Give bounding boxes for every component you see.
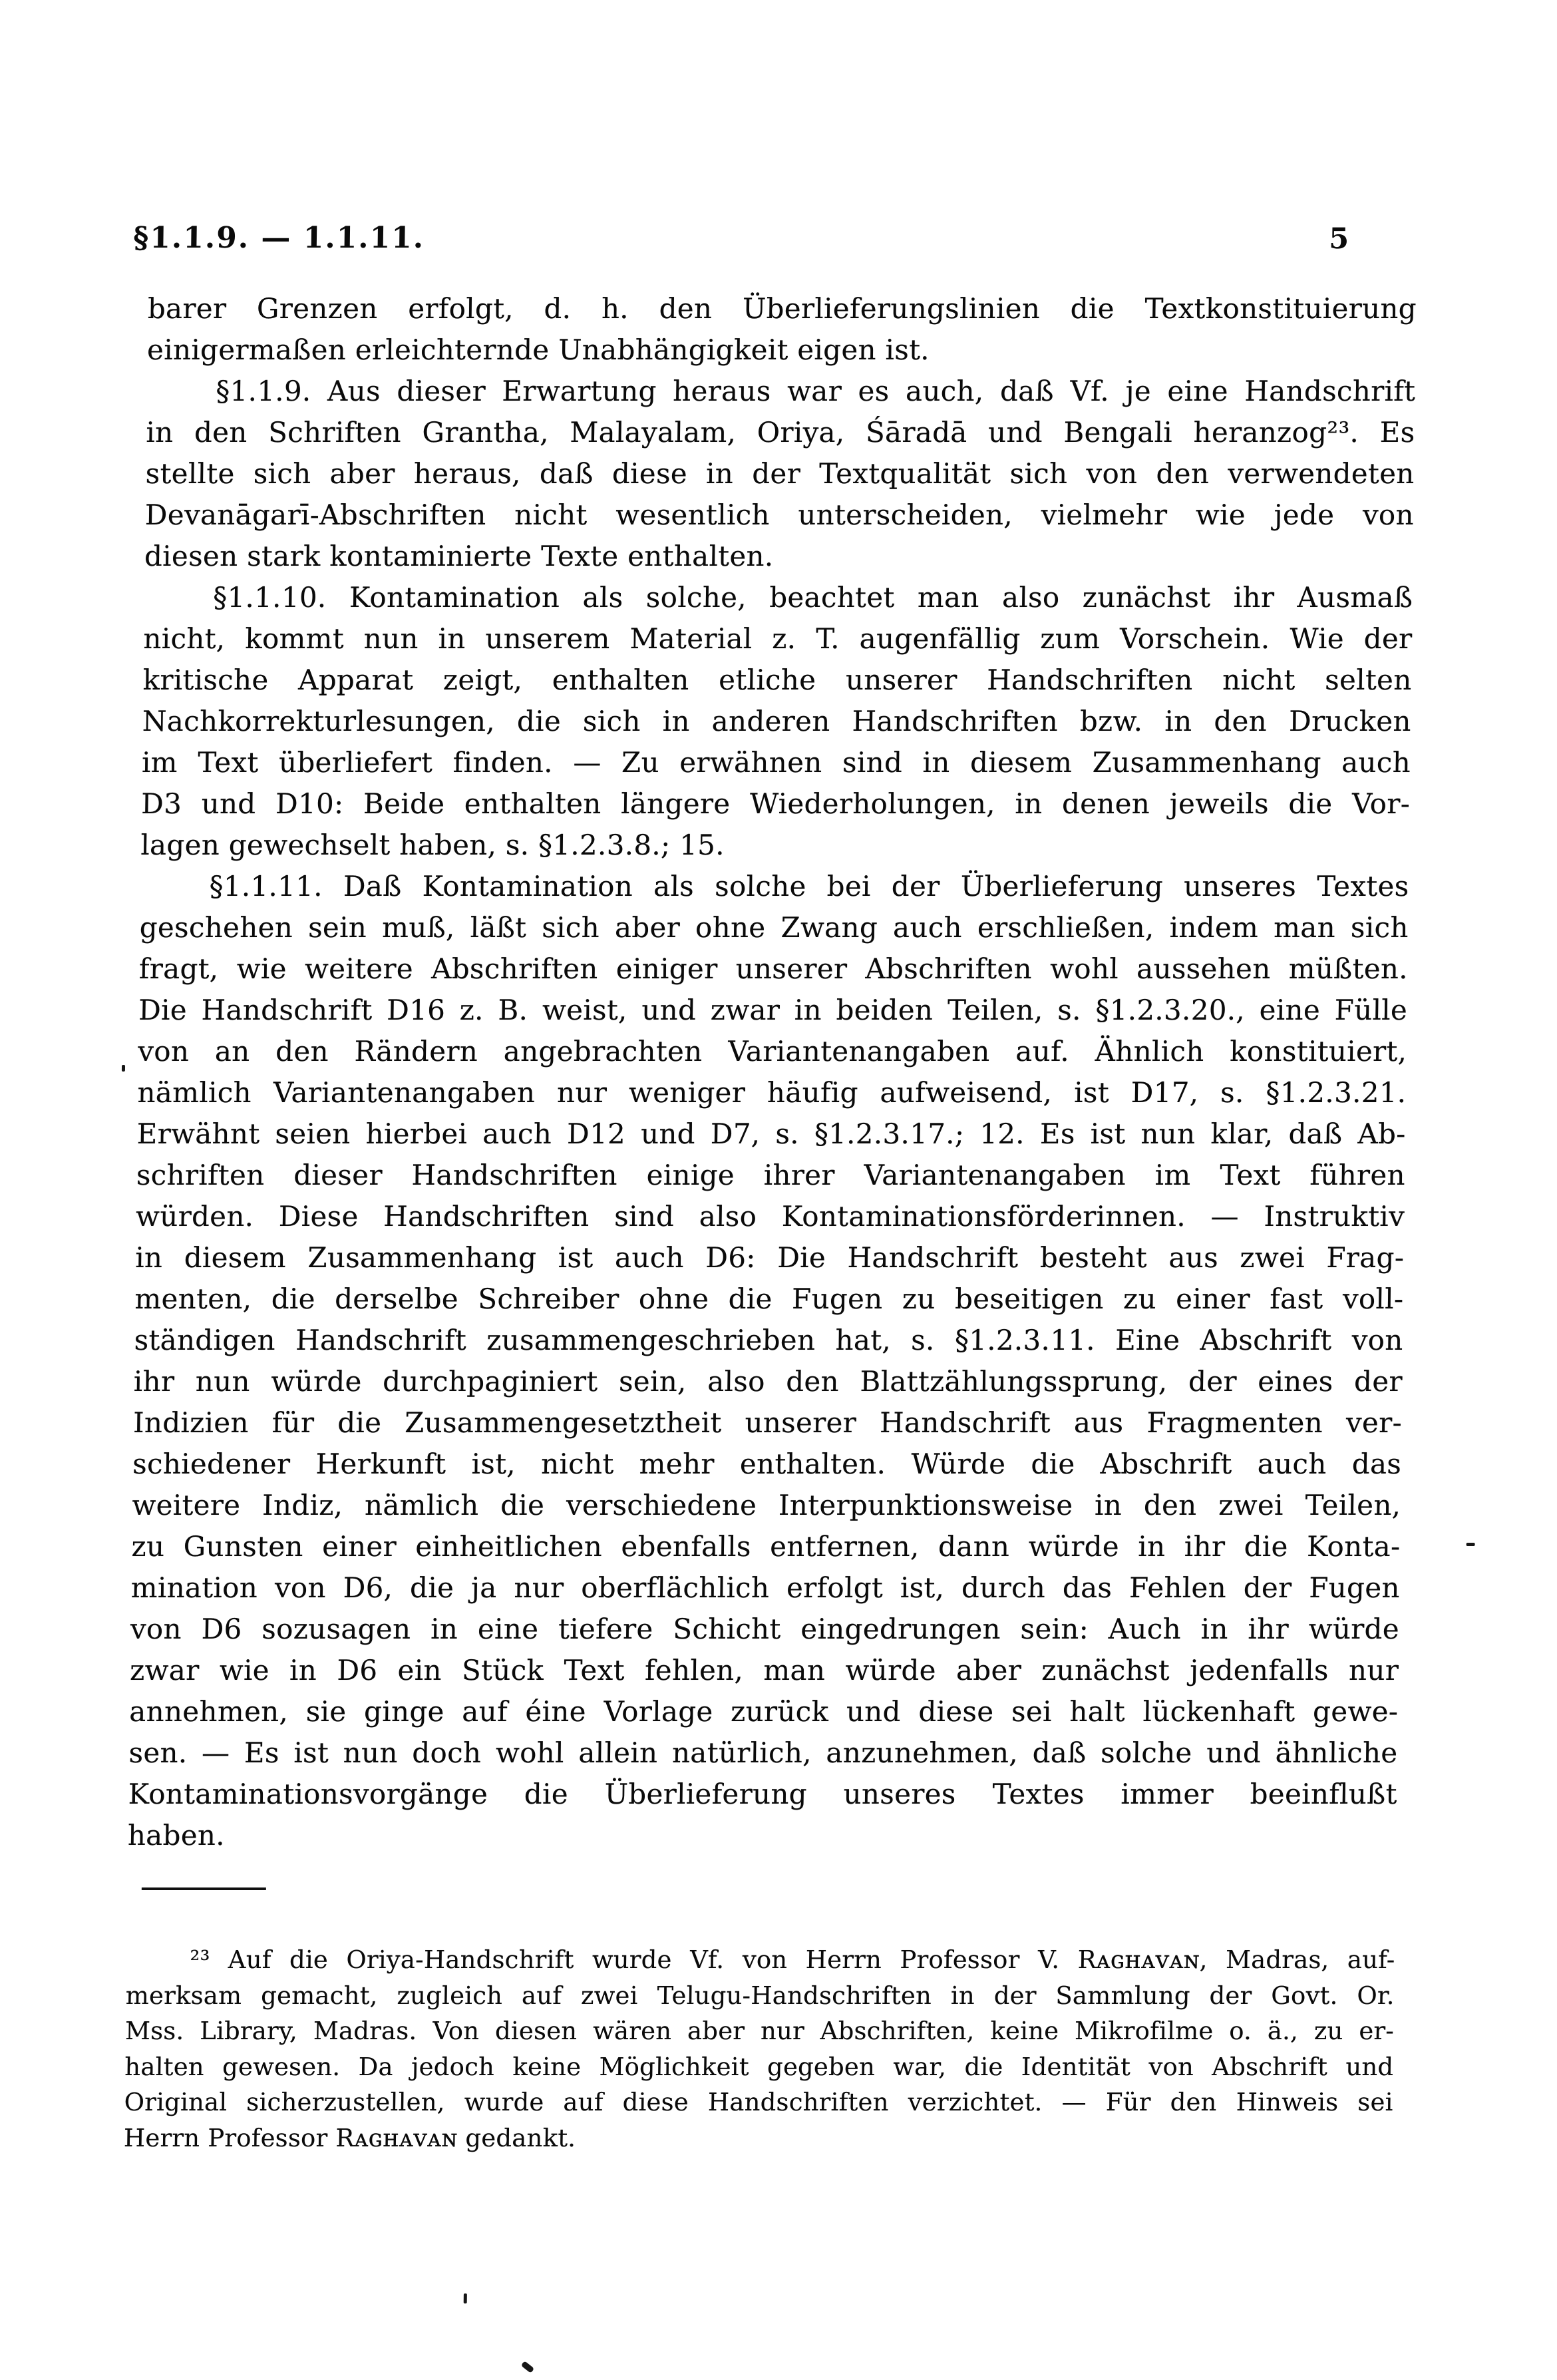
text-line: Devanāgarī-Abschriften nicht wesentlich unterscheiden, vielmehr wie jede von <box>144 498 1415 531</box>
text-line: halten gewesen. Da jedoch keine Möglichkeit gegeben war, die Identität von Abschrift und <box>124 2052 1394 2081</box>
text-line: Mss. Library, Madras. Von diesen wären aber nur Abschriften, keine Mikrofilme o. ä., zu er- <box>124 2017 1395 2045</box>
text-line: nicht, kommt nun in unserem Material z. T. augenfällig zum Vorschein. Wie der <box>143 622 1413 655</box>
paragraph <box>127 866 1409 1856</box>
text-line: diesen stark kontaminierte Texte enthalten. <box>144 540 774 572</box>
text-line: ²³ Auf die Oriya-Handschrift wurde Vf. von Herrn Professor V. Rᴀɢʜᴀᴠᴀɴ, Madras, auf- <box>190 1945 1395 1974</box>
text-line: weitere Indiz, nämlich die verschiedene Interpunktionsweise in den zwei Teilen, <box>132 1489 1401 1521</box>
paragraph <box>147 288 1417 371</box>
text-line: fragt, wie weitere Abschriften einiger unserer Abschriften wohl aussehen müßten. <box>138 952 1409 985</box>
text-line: würden. Diese Handschriften sind also Kontaminationsförderinnen. — Instruktiv <box>135 1200 1405 1233</box>
page-number: 5 <box>1328 222 1349 256</box>
scan-artifact <box>122 1065 125 1072</box>
text-line: Indizien für die Zusammengesetztheit unserer Handschrift aus Fragmenten ver- <box>132 1406 1403 1439</box>
footnote-separator-rule <box>142 1887 266 1890</box>
text-line: §1.1.10. Kontamination als solche, beachtet man also zunächst ihr Ausmaß <box>212 581 1413 614</box>
scan-artifact <box>464 2293 467 2303</box>
text-line: in diesem Zusammenhang ist auch D6: Die Handschrift besteht aus zwei Frag- <box>134 1241 1405 1274</box>
text-line: haben. <box>127 1819 226 1852</box>
body-text <box>127 288 1417 1856</box>
paragraph <box>124 1942 1395 2156</box>
text-line: §1.1.9. Aus dieser Erwartung heraus war es auch, daß Vf. je eine Handschrift <box>215 375 1416 407</box>
text-line: nämlich Variantenangaben nur weniger häufig aufweisend, ist D17, s. §1.2.3.21. <box>137 1076 1407 1109</box>
paragraph <box>140 577 1413 866</box>
paragraph <box>144 371 1416 577</box>
text-line: stellte sich aber heraus, daß diese in der Textqualität sich von den verwendeten <box>145 457 1415 490</box>
text-line: menten, die derselbe Schreiber ohne die Fugen zu beseitigen zu einer fast voll- <box>134 1283 1404 1315</box>
text-line: in den Schriften Grantha, Malayalam, Oriya, Śāradā und Bengali heranzog²³. Es <box>146 416 1415 449</box>
text-line: Kontaminationsvorgänge die Überlieferung unseres Textes immer beeinflußt <box>128 1778 1398 1810</box>
text-line: Herrn Professor Rᴀɢʜᴀᴠᴀɴ gedankt. <box>123 2123 576 2152</box>
text-line: mination von D6, die ja nur oberflächlich erfolgt ist, durch das Fehlen der Fugen <box>130 1571 1401 1604</box>
text-line: zu Gunsten einer einheitlichen ebenfalls entfernen, dann würde in ihr die Konta- <box>131 1530 1401 1563</box>
text-line: einigermaßen erleichternde Unabhängigkeit eigen ist. <box>146 333 930 366</box>
running-header-section-range: §1.1.9. — 1.1.11. <box>132 221 425 255</box>
text-line: kritische Apparat zeigt, enthalten etliche unserer Handschriften nicht selten <box>142 664 1412 696</box>
text-line: ständigen Handschrift zusammengeschrieben hat, s. §1.2.3.11. Eine Abschrift von <box>134 1324 1403 1356</box>
text-line: Die Handschrift D16 z. B. weist, und zwar in beiden Teilen, s. §1.2.3.20., eine Fülle <box>138 994 1408 1026</box>
text-line: merksam gemacht, zugleich auf zwei Telugu-Handschriften in der Sammlung der Govt. Or. <box>125 1981 1395 2010</box>
text-line: von an den Rändern angebrachten Variantenangaben auf. Ähnlich konstituiert, <box>138 1035 1407 1068</box>
text-line: Erwähnt seien hierbei auch D12 und D7, s. §1.2.3.17.; 12. Es ist nun klar, daß Ab- <box>136 1117 1407 1150</box>
text-line: Nachkorrekturlesungen, die sich in anderen Handschriften bzw. in den Drucken <box>142 705 1412 737</box>
text-line: D3 und D10: Beide enthalten längere Wiederholungen, in denen jeweils die Vor- <box>140 787 1411 820</box>
text-line: Original sicherzustellen, wurde auf diese Handschriften verzichtet. — Für den Hinweis sei <box>124 2088 1393 2116</box>
text-line: geschehen sein muß, läßt sich aber ohne Zwang auch erschließen, indem man sich <box>139 911 1409 944</box>
text-line: §1.1.11. Daß Kontamination als solche bei der Überlieferung unseres Textes <box>209 870 1409 902</box>
text-line: barer Grenzen erfolgt, d. h. den Überlieferungslinien die Textkonstituierung <box>147 292 1417 325</box>
text-line: lagen gewechselt haben, s. §1.2.3.8.; 15. <box>140 829 725 861</box>
text-line: schiedener Herkunft ist, nicht mehr enthalten. Würde die Abschrift auch das <box>132 1448 1402 1480</box>
text-line: ihr nun würde durchpaginiert sein, also den Blattzählungssprung, der eines der <box>133 1365 1403 1398</box>
footnote-text <box>124 1942 1395 2156</box>
text-line: im Text überliefert finden. — Zu erwähnen sind in diesem Zusammenhang auch <box>141 746 1411 779</box>
text-line: von D6 sozusagen in eine tiefere Schicht eingedrungen sein: Auch in ihr würde <box>130 1613 1400 1645</box>
scan-artifact <box>1467 1543 1475 1546</box>
scan-artifact <box>521 2361 534 2373</box>
text-line: sen. — Es ist nun doch wohl allein natürlich, anzunehmen, daß solche und ähnliche <box>128 1736 1398 1769</box>
text-line: annehmen, sie ginge auf éine Vorlage zurück und diese sei halt lückenhaft gewe- <box>129 1695 1399 1728</box>
text-line: schriften dieser Handschriften einige ihrer Variantenangaben im Text führen <box>136 1159 1406 1191</box>
text-line: zwar wie in D6 ein Stück Text fehlen, man würde aber zunächst jedenfalls nur <box>129 1654 1399 1686</box>
